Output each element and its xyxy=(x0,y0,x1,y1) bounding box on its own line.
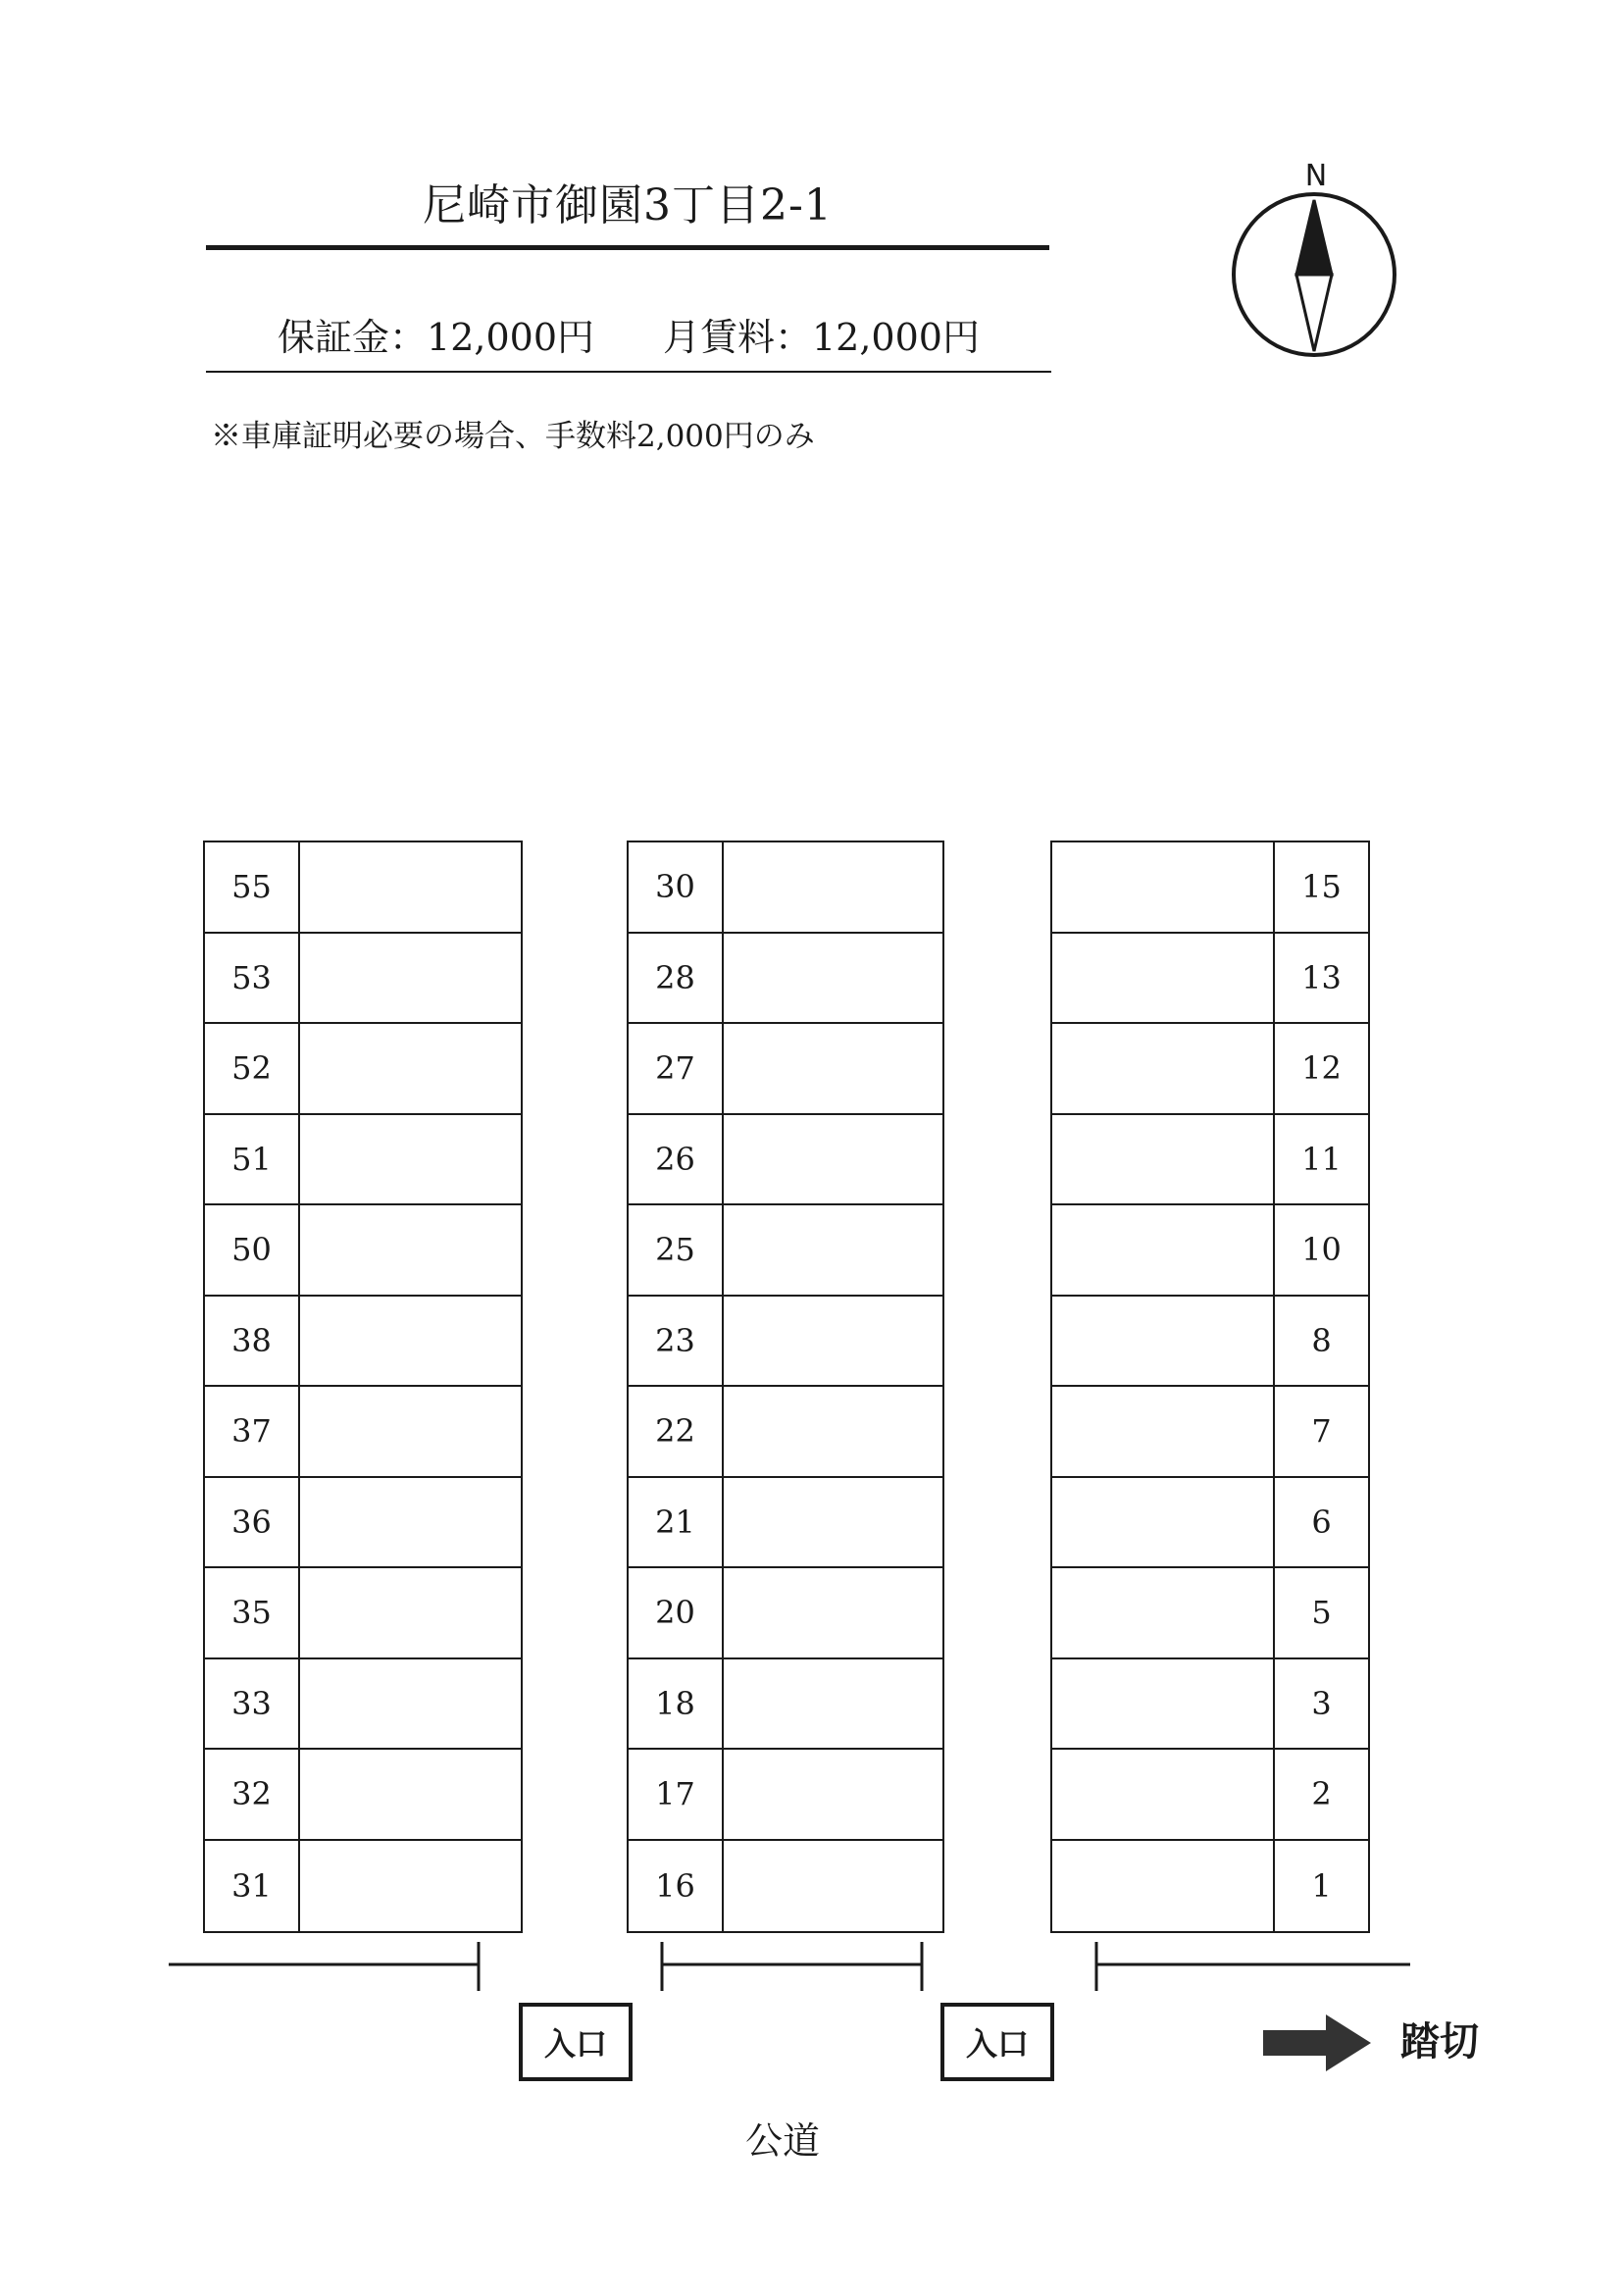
parking-space-area xyxy=(1052,1841,1273,1932)
parking-space-area xyxy=(1052,1659,1273,1749)
parking-space xyxy=(1052,1750,1368,1841)
parking-space-number: 36 xyxy=(205,1478,300,1567)
parking-space-number: 20 xyxy=(629,1568,724,1657)
parking-space-number: 25 xyxy=(629,1205,724,1295)
parking-space-area xyxy=(300,1841,521,1932)
parking-space-area xyxy=(300,1024,521,1113)
parking-space-number: 12 xyxy=(1273,1024,1368,1113)
compass-north-label: N xyxy=(1304,159,1328,193)
parking-space-number: 26 xyxy=(629,1115,724,1204)
parking-space xyxy=(629,1205,942,1297)
parking-space xyxy=(629,1024,942,1115)
parking-space-number: 10 xyxy=(1273,1205,1368,1295)
parking-space-number: 22 xyxy=(629,1387,724,1476)
parking-space-number: 28 xyxy=(629,934,724,1023)
garage-certificate-note: ※車庫証明必要の場合、手数料2,000円のみ xyxy=(211,419,815,454)
parking-space-number: 38 xyxy=(205,1297,300,1386)
parking-space-number: 5 xyxy=(1273,1568,1368,1657)
parking-space-area xyxy=(724,842,942,932)
parking-space-area xyxy=(724,934,942,1023)
parking-space-area xyxy=(300,1205,521,1295)
parking-space-number: 50 xyxy=(205,1205,300,1295)
parking-space-area xyxy=(300,1568,521,1657)
parking-space-area xyxy=(300,1750,521,1839)
parking-space-area xyxy=(1052,1387,1273,1476)
parking-space xyxy=(629,1568,942,1659)
parking-space xyxy=(205,1568,521,1659)
entrance-sign-right: 入口 xyxy=(940,2003,1054,2081)
parking-space xyxy=(1052,1205,1368,1297)
parking-space xyxy=(629,1659,942,1751)
parking-space-number: 35 xyxy=(205,1568,300,1657)
parking-space-number: 21 xyxy=(629,1478,724,1567)
parking-space-number: 13 xyxy=(1273,934,1368,1023)
parking-space-number: 27 xyxy=(629,1024,724,1113)
parking-space-area xyxy=(1052,1115,1273,1204)
parking-space-number: 16 xyxy=(629,1841,724,1932)
parking-space xyxy=(629,1387,942,1478)
parking-space-number: 17 xyxy=(629,1750,724,1839)
parking-block-left xyxy=(203,841,523,1933)
parking-space xyxy=(1052,1024,1368,1115)
parking-space xyxy=(629,842,942,934)
parking-space xyxy=(629,1841,942,1932)
right-arrow-icon xyxy=(1261,2013,1373,2073)
parking-space-number: 1 xyxy=(1273,1841,1368,1932)
page-title: 尼崎市御園3丁目2-1 xyxy=(206,167,1049,250)
parking-space-area xyxy=(300,842,521,932)
parking-space-area xyxy=(1052,1024,1273,1113)
parking-space-area xyxy=(1052,934,1273,1023)
parking-block-right xyxy=(1050,841,1370,1933)
parking-space xyxy=(629,1478,942,1569)
parking-space xyxy=(629,1297,942,1388)
parking-space xyxy=(1052,1841,1368,1932)
parking-space xyxy=(205,1297,521,1388)
parking-space-area xyxy=(724,1841,942,1932)
parking-space-number: 23 xyxy=(629,1297,724,1386)
parking-space-area xyxy=(1052,1568,1273,1657)
parking-space-area xyxy=(724,1024,942,1113)
parking-space-number: 6 xyxy=(1273,1478,1368,1567)
parking-space-number: 52 xyxy=(205,1024,300,1113)
parking-space-area xyxy=(724,1297,942,1386)
railroad-crossing-label: 踏切 xyxy=(1400,2019,1479,2065)
parking-space xyxy=(205,842,521,934)
parking-space xyxy=(205,1115,521,1206)
parking-space-number: 32 xyxy=(205,1750,300,1839)
parking-space-number: 37 xyxy=(205,1387,300,1476)
parking-space-area xyxy=(1052,1478,1273,1567)
parking-space-area xyxy=(300,1115,521,1204)
parking-space xyxy=(1052,1387,1368,1478)
parking-space xyxy=(629,934,942,1025)
parking-space-number: 7 xyxy=(1273,1387,1368,1476)
fee-line xyxy=(206,304,1051,373)
parking-space xyxy=(205,1659,521,1751)
parking-space xyxy=(205,934,521,1025)
parking-space xyxy=(1052,1659,1368,1751)
parking-space-area xyxy=(300,1387,521,1476)
parking-space-number: 53 xyxy=(205,934,300,1023)
parking-space-number: 31 xyxy=(205,1841,300,1932)
parking-space xyxy=(205,1024,521,1115)
parking-space xyxy=(205,1205,521,1297)
parking-space-area xyxy=(1052,842,1273,932)
parking-space-area xyxy=(724,1659,942,1749)
parking-space-number: 11 xyxy=(1273,1115,1368,1204)
parking-space-area xyxy=(724,1478,942,1567)
parking-space xyxy=(1052,1115,1368,1206)
parking-space xyxy=(205,1750,521,1841)
entrance-sign-left: 入口 xyxy=(519,2003,633,2081)
parking-space-area xyxy=(724,1205,942,1295)
parking-space-number: 30 xyxy=(629,842,724,932)
parking-space xyxy=(205,1478,521,1569)
parking-block-middle xyxy=(627,841,944,1933)
parking-space-area xyxy=(1052,1750,1273,1839)
rent-text: 月賃料：12,000円 xyxy=(663,316,980,359)
parking-space-area xyxy=(724,1750,942,1839)
deposit-text: 保証金：12,000円 xyxy=(278,316,594,359)
parking-space-number: 2 xyxy=(1273,1750,1368,1839)
parking-space xyxy=(629,1115,942,1206)
parking-space-number: 33 xyxy=(205,1659,300,1749)
parking-space xyxy=(1052,1297,1368,1388)
parking-space xyxy=(1052,1568,1368,1659)
parking-space xyxy=(1052,934,1368,1025)
parking-space-number: 15 xyxy=(1273,842,1368,932)
parking-space-number: 51 xyxy=(205,1115,300,1204)
parking-space-area xyxy=(724,1568,942,1657)
parking-space-area xyxy=(300,1478,521,1567)
parking-space-number: 18 xyxy=(629,1659,724,1749)
parking-space xyxy=(1052,1478,1368,1569)
property-boundary-lines xyxy=(0,1932,1624,2001)
parking-space-area xyxy=(724,1387,942,1476)
parking-space xyxy=(629,1750,942,1841)
parking-space-number: 55 xyxy=(205,842,300,932)
public-road-label: 公道 xyxy=(745,2119,821,2163)
parking-space-number: 8 xyxy=(1273,1297,1368,1386)
parking-space-area xyxy=(724,1115,942,1204)
parking-space-area xyxy=(300,1297,521,1386)
parking-space-number: 3 xyxy=(1273,1659,1368,1749)
parking-space-area xyxy=(300,1659,521,1749)
parking-space-area xyxy=(1052,1205,1273,1295)
parking-space xyxy=(205,1387,521,1478)
parking-space xyxy=(205,1841,521,1932)
parking-space xyxy=(1052,842,1368,934)
parking-space-area xyxy=(1052,1297,1273,1386)
parking-space-area xyxy=(300,934,521,1023)
compass-icon xyxy=(1228,159,1404,365)
